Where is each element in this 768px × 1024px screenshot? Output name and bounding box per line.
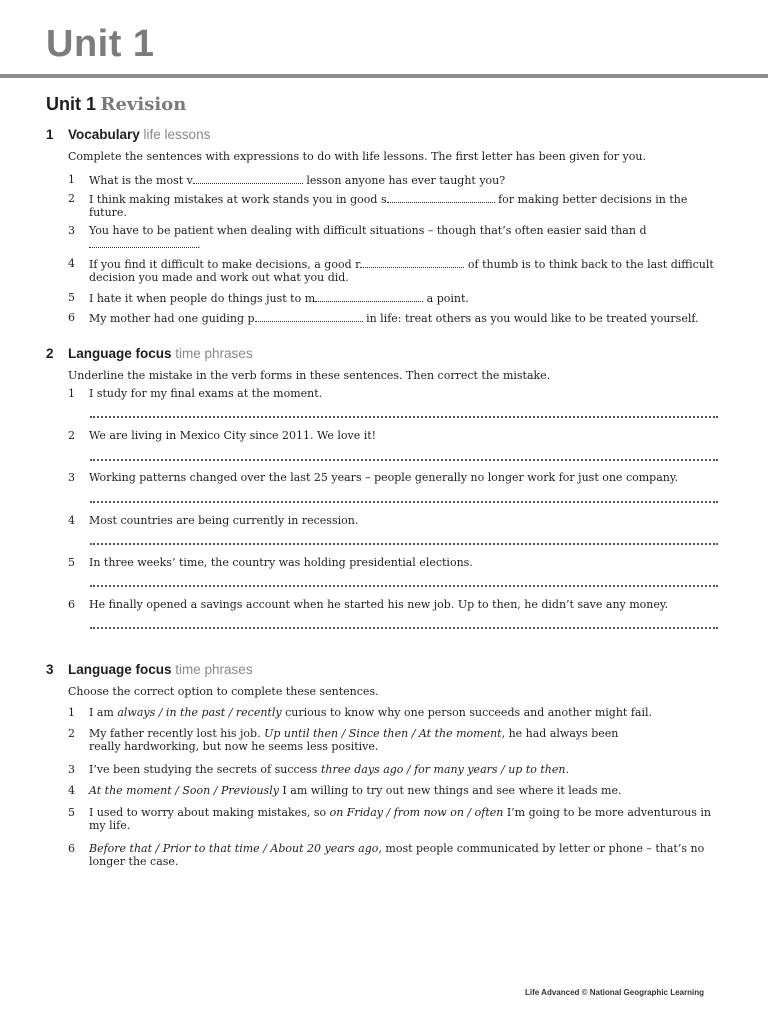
item-text: a point. xyxy=(426,292,469,305)
item-number: 6 xyxy=(68,842,75,855)
item-text: Most countries are being currently in recession. xyxy=(89,514,359,527)
choice-item xyxy=(68,842,720,868)
item-text: I’m going to be more adventurous in my life. xyxy=(89,806,711,832)
item-number: 2 xyxy=(68,429,75,442)
vocab-item xyxy=(68,257,720,284)
fill-in-blank[interactable] xyxy=(193,173,303,184)
item-text: In three weeks’ time, the country was holding presidential elections. xyxy=(89,556,473,569)
item-number: 6 xyxy=(68,598,75,611)
item-number: 4 xyxy=(68,784,75,797)
section-topic: time phrases xyxy=(175,346,253,361)
answer-options[interactable]: At the moment / Soon / Previously xyxy=(89,784,279,797)
section-heading: Language focus xyxy=(68,346,172,361)
section-topic: time phrases xyxy=(175,662,253,677)
fill-in-blank[interactable] xyxy=(387,192,495,203)
item-text: My mother had one guiding p xyxy=(89,312,255,325)
vocab-item xyxy=(68,291,720,305)
vocab-item xyxy=(68,224,720,251)
item-number: 3 xyxy=(68,224,75,237)
vocab-item xyxy=(68,192,720,219)
section-2-instruction: Underline the mistake in the verb forms in these sentences. Then correct the mistake. xyxy=(68,369,551,382)
grammar-item xyxy=(68,598,720,611)
vocab-item xyxy=(68,311,720,325)
unit-header: Unit 1 xyxy=(46,23,155,65)
section-1-heading xyxy=(46,127,210,142)
page-title xyxy=(46,94,186,115)
grammar-item xyxy=(68,556,720,569)
item-number: 5 xyxy=(68,806,75,819)
answer-options[interactable]: always / in the past / recently xyxy=(117,706,282,719)
grammar-item xyxy=(68,429,720,442)
answer-line[interactable] xyxy=(90,416,718,418)
item-text: I am xyxy=(89,706,118,719)
item-number: 1 xyxy=(68,387,75,400)
section-heading: Vocabulary xyxy=(68,127,140,142)
fill-in-blank[interactable] xyxy=(360,257,464,268)
section-1-instruction: Complete the sentences with expressions to do with life lessons. The first letter has been given for you. xyxy=(68,150,646,163)
item-text: I’ve been studying the secrets of success xyxy=(89,763,321,776)
answer-line[interactable] xyxy=(90,501,718,503)
item-text: I used to worry about making mistakes, so xyxy=(89,806,330,819)
choice-item xyxy=(68,806,720,832)
item-number: 6 xyxy=(68,311,75,324)
page-title-unit: Unit 1 xyxy=(46,94,97,114)
grammar-item xyxy=(68,514,720,527)
item-number: 3 xyxy=(68,471,75,484)
fill-in-blank[interactable] xyxy=(89,237,197,248)
answer-line[interactable] xyxy=(90,459,718,461)
item-text: He finally opened a savings account when he started his new job. Up to then, he didn’t save any money. xyxy=(89,598,669,611)
section-2-heading xyxy=(46,346,253,361)
answer-line[interactable] xyxy=(90,585,718,587)
fill-in-blank[interactable] xyxy=(315,291,423,302)
section-3-heading xyxy=(46,662,253,677)
item-text: I hate it when people do things just to m xyxy=(89,292,316,305)
item-text: I think making mistakes at work stands you in good s xyxy=(89,193,387,206)
section-number: 3 xyxy=(46,662,54,677)
fill-in-blank[interactable] xyxy=(255,311,363,322)
item-text: , he had always been really hardworking, but now he seems less positive. xyxy=(89,727,619,753)
section-3-instruction: Choose the correct option to complete these sentences. xyxy=(68,685,379,698)
section-heading: Language focus xyxy=(68,662,172,677)
item-text: , most people communicated by letter or phone – that’s no longer the case. xyxy=(89,842,705,868)
answer-line[interactable] xyxy=(90,627,718,629)
answer-options[interactable]: three days ago / for many years / up to then xyxy=(320,763,566,776)
answer-line[interactable] xyxy=(90,543,718,545)
choice-item xyxy=(68,706,720,719)
item-text: I study for my final exams at the moment. xyxy=(89,387,323,400)
item-number: 4 xyxy=(68,514,75,527)
item-text: lesson anyone has ever taught you? xyxy=(306,174,506,187)
item-number: 1 xyxy=(68,706,75,719)
item-number: 4 xyxy=(68,257,75,270)
grammar-item xyxy=(68,387,720,400)
item-text: You have to be patient when dealing with difficult situations – though that’s often easier said than d xyxy=(89,224,647,237)
item-number: 1 xyxy=(68,173,75,186)
item-text: . xyxy=(197,238,201,251)
answer-options[interactable]: Before that / Prior to that time / About 20 years ago xyxy=(89,842,379,855)
vocab-item xyxy=(68,173,720,187)
header-rule xyxy=(0,74,768,78)
answer-options[interactable]: Up until then / Since then / At the moment xyxy=(264,727,502,740)
item-number: 2 xyxy=(68,727,75,740)
choice-item xyxy=(68,727,720,753)
item-text: of thumb is to think back to the last difficult decision you made and work out what you did. xyxy=(89,258,714,284)
footer-credit: Life Advanced © National Geographic Learning xyxy=(525,988,704,997)
item-number: 5 xyxy=(68,556,75,569)
grammar-item xyxy=(68,471,720,484)
item-text: curious to know why one person succeeds and another might fail. xyxy=(281,706,652,719)
item-text: for making better decisions in the future. xyxy=(89,193,688,219)
item-text: I am willing to try out new things and see where it leads me. xyxy=(278,784,622,797)
item-text: My father recently lost his job. xyxy=(89,727,265,740)
choice-item xyxy=(68,784,720,797)
item-text: We are living in Mexico City since 2011. We love it! xyxy=(89,429,377,442)
item-number: 3 xyxy=(68,763,75,776)
item-text: What is the most v xyxy=(89,174,193,187)
item-text: in life: treat others as you would like to be treated yourself. xyxy=(366,312,699,325)
item-number: 5 xyxy=(68,291,75,304)
page-title-revision: Revision xyxy=(100,94,187,115)
answer-options[interactable]: on Friday / from now on / often xyxy=(329,806,504,819)
item-text: . xyxy=(565,763,569,776)
section-number: 2 xyxy=(46,346,54,361)
item-number: 2 xyxy=(68,192,75,205)
item-text: Working patterns changed over the last 25 years – people generally no longer work for just one company. xyxy=(89,471,679,484)
item-text: If you find it difficult to make decisions, a good r xyxy=(89,258,361,271)
section-number: 1 xyxy=(46,127,54,142)
section-topic: life lessons xyxy=(143,127,211,142)
choice-item xyxy=(68,763,720,776)
